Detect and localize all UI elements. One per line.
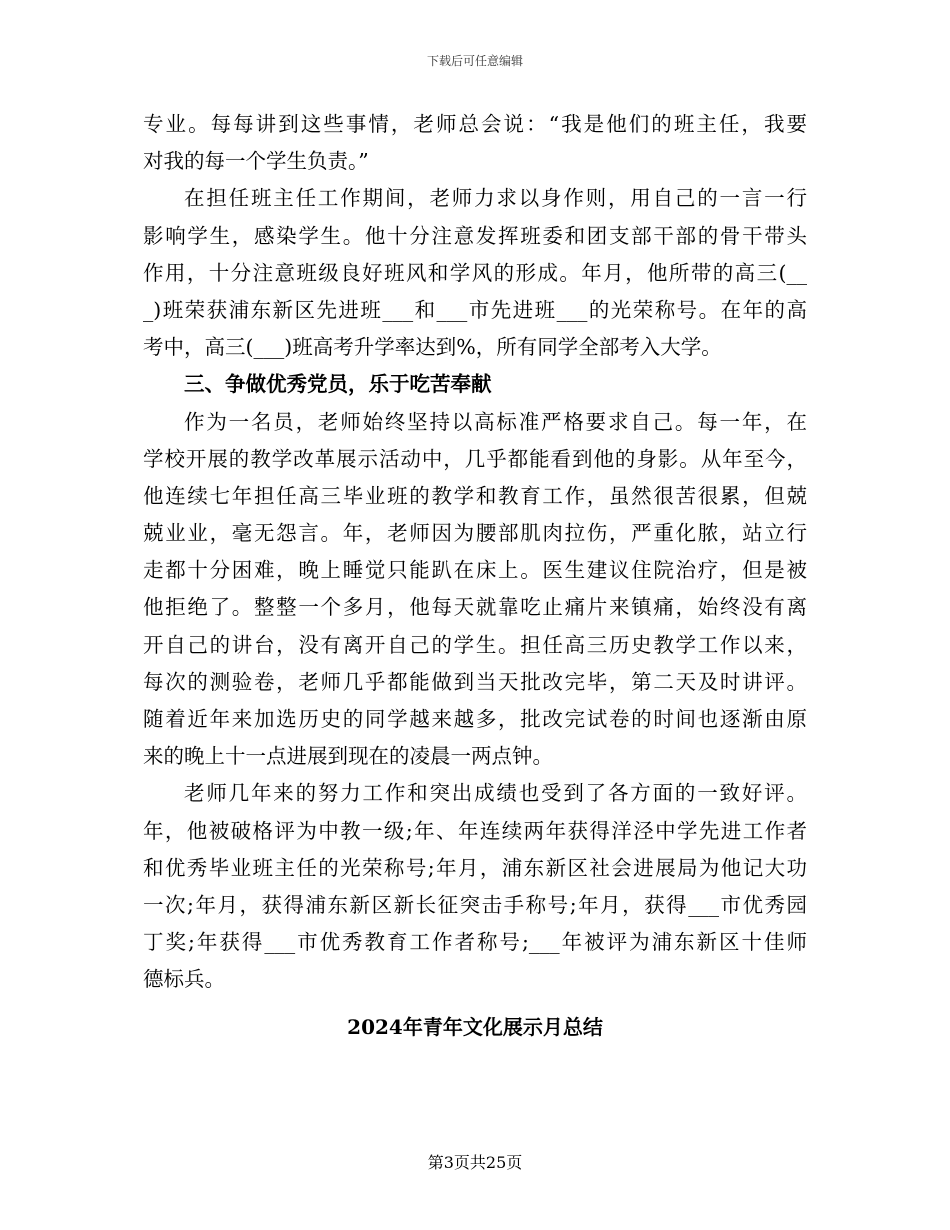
page-header: 下载后可任意编辑 [426, 54, 523, 68]
paragraph-first-line: 作为一名员，老师始终坚持以高标准严格要求自己。每一年，在 [184, 409, 807, 434]
text-line: 走都十分困难，晚上睡觉只能趴在床上。医生建议住院治疗，但是被 [143, 558, 807, 583]
text-line: 对我的每一个学生负责。” [143, 149, 369, 174]
page-number: 第3页共25页 [427, 1153, 523, 1172]
text-line: 兢业业，毫无怨言。年，老师因为腰部肌肉拉伤，严重化脓，站立行 [143, 521, 807, 546]
text-line: 德标兵。 [143, 967, 225, 992]
text-line: 考中，高三(___)班高考升学率达到%，所有同学全部考入大学。 [143, 335, 722, 360]
text-line: 一次;年月，获得浦东新区新长征突击手称号;年月，获得___市优秀园 [143, 892, 807, 917]
section-heading: 三、争做优秀党员，乐于吃苦奉献 [184, 372, 492, 397]
document-body [143, 106, 807, 999]
text-line: 和优秀毕业班主任的光荣称号;年月，浦东新区社会进展局为他记大功 [143, 855, 807, 880]
text-line: 专业。每每讲到这些事情，老师总会说：“我是他们的班主任，我要 [143, 112, 807, 136]
text-line: 影响学生，感染学生。他十分注意发挥班委和团支部干部的骨干带头 [143, 223, 807, 248]
text-line: 学校开展的教学改革展示活动中，几乎都能看到他的身影。从年至今， [143, 446, 807, 471]
text-line: 丁奖;年获得___市优秀教育工作者称号;___年被评为浦东新区十佳师 [143, 930, 807, 955]
paragraph-first-line: 在担任班主任工作期间，老师力求以身作则，用自己的一言一行 [184, 186, 807, 211]
text-line: 随着近年来加选历史的同学越来越多，批改完试卷的时间也逐渐由原 [143, 707, 807, 731]
text-line: 来的晚上十一点进展到现在的凌晨一两点钟。 [143, 744, 553, 769]
text-line: 年，他被破格评为中教一级;年、年连续两年获得洋泾中学先进工作者 [143, 818, 807, 843]
text-line: 作用，十分注意班级良好班风和学风的形成。年月，他所带的高三(__ [143, 260, 807, 285]
paragraph-first-line: 老师几年来的努力工作和突出成绩也受到了各方面的一致好评。 [184, 781, 807, 806]
document-title: 2024年青年文化展示月总结 [347, 1015, 603, 1039]
text-line: _)班荣获浦东新区先进班___和___市先进班___的光荣称号。在年的高 [143, 297, 807, 322]
text-line: 他连续七年担任高三毕业班的教学和教育工作，虽然很苦很累，但兢 [143, 483, 807, 508]
text-line: 开自己的讲台，没有离开自己的学生。担任高三历史教学工作以来， [143, 632, 807, 657]
text-line: 每次的测验卷，老师几乎都能做到当天批改完毕，第二天及时讲评。 [143, 669, 807, 694]
text-line: 他拒绝了。整整一个多月，他每天就靠吃止痛片来镇痛，始终没有离 [143, 595, 807, 620]
